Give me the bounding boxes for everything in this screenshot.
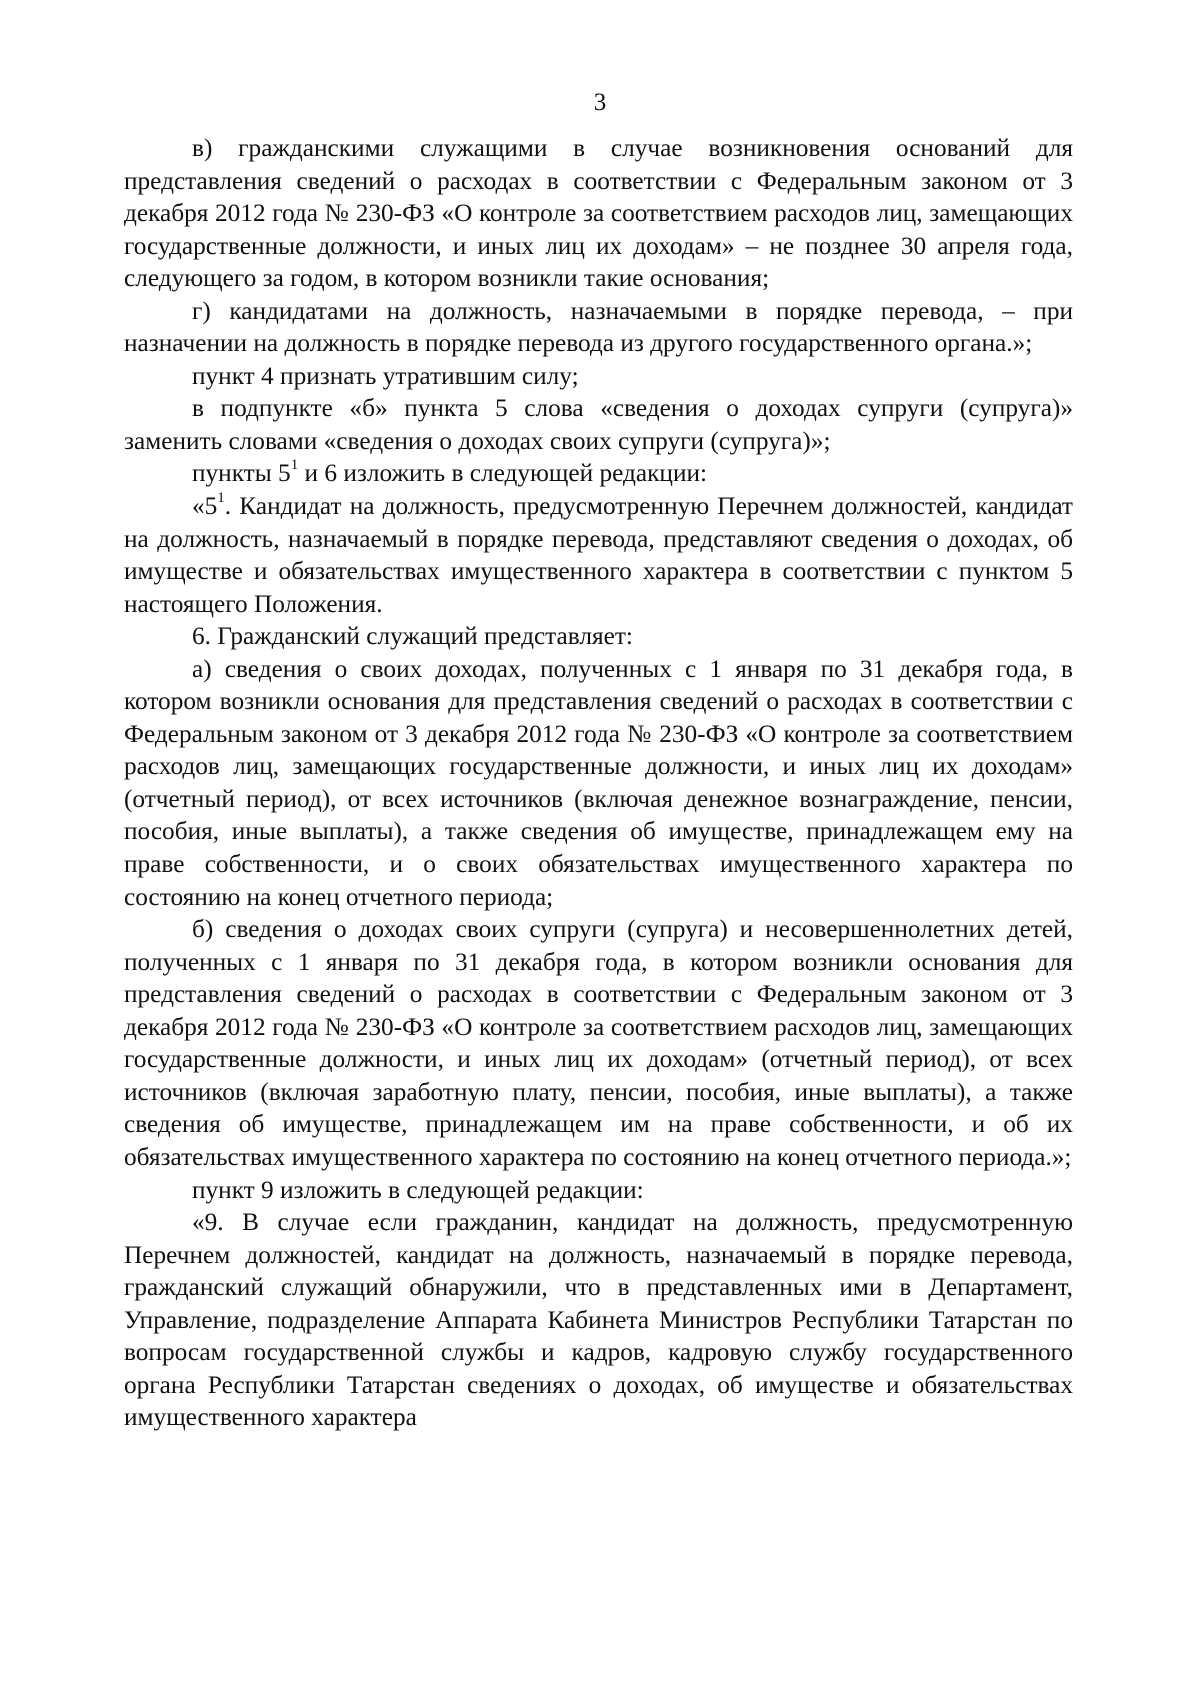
- paragraph-points-5-1-and-6: [124, 457, 1073, 490]
- paragraph-point-9-amendment: пункт 9 изложить в следующей редакции:: [192, 1175, 644, 1204]
- page-number: 3: [593, 89, 607, 116]
- paragraph-6a-own-income: а) сведения о своих доходах, полученных с 1 января по 31 декабря года, в котором возникли основания для представления сведений о расходах в соответствии с Федеральным законом от 3 декабря 2012 года № 230-ФЗ «О контроле за соответствием расходов лиц, замещающих государственные должности, и иных лиц их доходам» (отчетный период), от всех источников (включая денежное вознаграждение, пенсии, пособия, иные выплаты), а также сведения об имуществе, принадлежащем ему на праве собственности, и о своих обязательствах имущественного характера по состоянию на конец отчетного периода;: [124, 654, 1073, 911]
- paragraph-point-9: «9. В случае если гражданин, кандидат на должность, предусмотренную Перечнем должностей, кандидат на должность, назначаемый в порядке перевода, гражданский служащий обнаружили, что в представленных ими в Департамент, Управление, подразделение Аппарата Кабинета Министров Республики Татарстан по вопросам государственной службы и кадров, кадровую службу государственного органа Республики Татарстан сведениях о доходах, об имуществе и обязательствах имущественного характера: [124, 1208, 1073, 1432]
- text-fragment: пункты 5: [192, 459, 291, 488]
- text-fragment: «5: [192, 492, 218, 521]
- paragraph-point-6: 6. Гражданский служащий представляет:: [192, 622, 633, 651]
- paragraph-point-4-repealed: пункт 4 признать утратившим силу;: [192, 361, 579, 390]
- paragraph-point-5b-amendment: в подпункте «б» пункта 5 слова «сведения о доходах супруги (супруга)» заменить словами «сведения о доходах своих супруги (супруга)»;: [124, 394, 1073, 455]
- paragraph-point-5-1: [124, 490, 1073, 620]
- paragraph-v-civil-servants: в) гражданскими служащими в случае возникновения оснований для представления сведений о расходах в соответствии с Федеральным законом от 3 декабря 2012 года № 230-ФЗ «О контроле за соответствием расходов лиц, замещающих государственные должности, и иных лиц их доходам» – не позднее 30 апреля года, следующего за годом, в котором возникли такие основания;: [124, 134, 1073, 293]
- text-fragment: и 6 изложить в следующей редакции:: [298, 459, 708, 488]
- superscript: 1: [290, 457, 299, 474]
- document-body: [124, 132, 1073, 1434]
- text-fragment: . Кандидат на должность, предусмотренную Перечнем должностей, кандидат на должность, назначаемый в порядке перевода, представляют сведения о доходах, об имуществе и обязательствах имущественного характера в соответствии с пунктом 5 настоящего Положения.: [124, 492, 1073, 618]
- superscript: 1: [217, 489, 225, 506]
- paragraph-g-candidates: г) кандидатами на должность, назначаемыми в порядке перевода, – при назначении на должность в порядке перевода из другого государственного органа.»;: [124, 296, 1073, 358]
- paragraph-6b-spouse-income: б) сведения о доходах своих супруги (супруга) и несовершеннолетних детей, полученных с 1 января по 31 декабря года, в котором возникли основания для представления сведений о расходах в соответствии с Федеральным законом от 3 декабря 2012 года № 230-ФЗ «О контроле за соответствием расходов лиц, замещающих государственные должности, и иных лиц их доходам» (отчетный период), от всех источников (включая заработную плату, пенсии, пособия, иные выплаты), а также сведения об имуществе, принадлежащем им на праве собственности, и об их обязательствах имущественного характера по состоянию на конец отчетного периода.»;: [124, 915, 1073, 1171]
